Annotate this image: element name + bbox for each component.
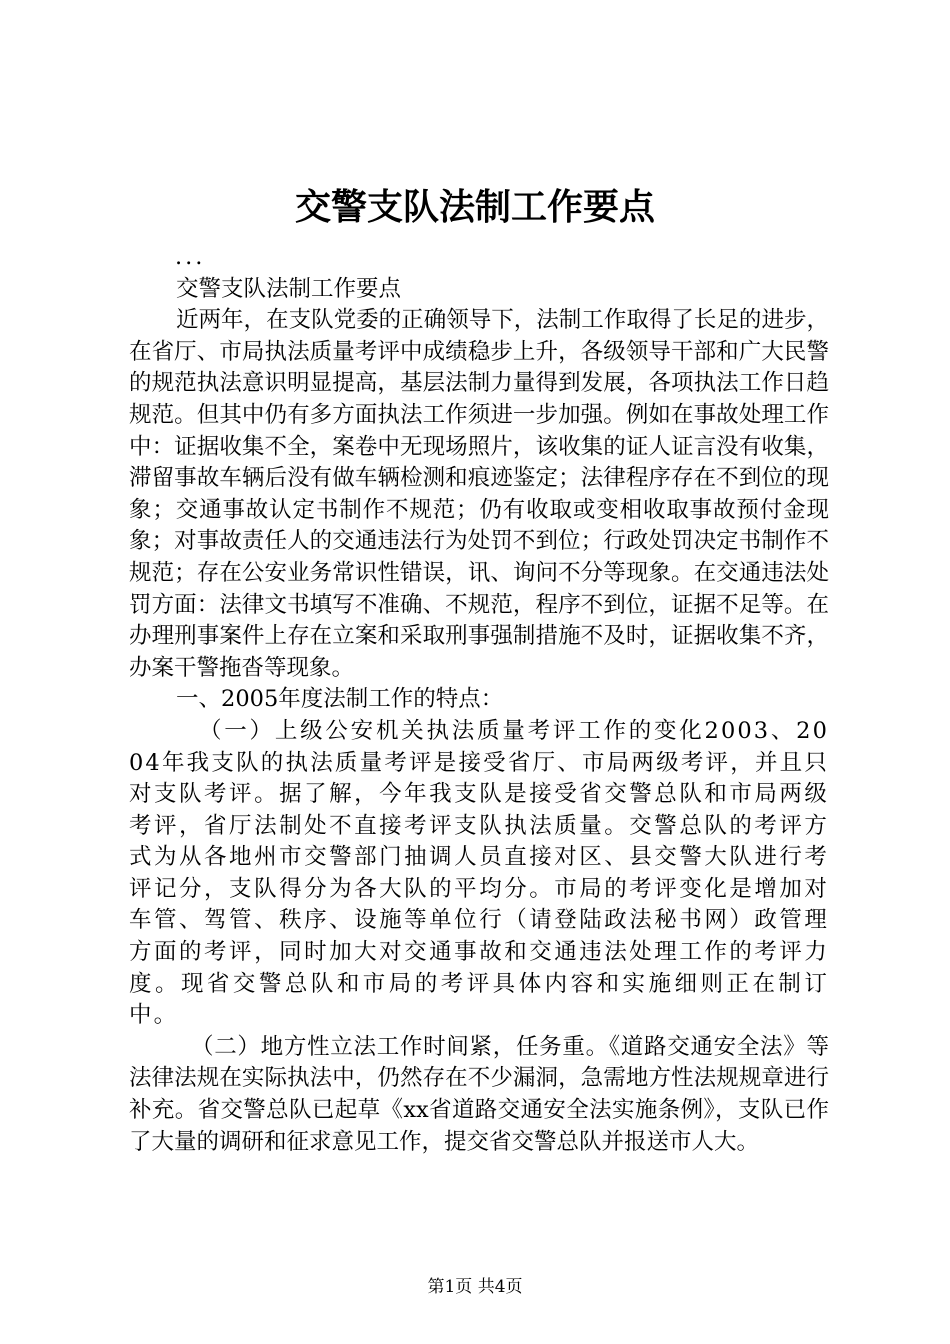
document-body bbox=[129, 242, 829, 1158]
paragraph-item-2: （二）地方性立法工作时间紧，任务重。《道路交通安全法》等法律法规在实际执法中，仍然存在不少漏洞，急需地方性法规规章进行补充。省交警总队已起草《xx省道路交通安全法实施条例》，支队已作了大量的调研和征求意见工作，提交省交警总队并报送市人大。 bbox=[129, 1033, 829, 1155]
document-subtitle: 交警支队法制工作要点 bbox=[176, 275, 402, 302]
paragraph-item-1: （一）上级公安机关执法质量考评工作的变化2003、2004年我支队的执法质量考评是接受省厅、市局两级考评，并且只对支队考评。据了解，今年我支队是接受省交警总队和市局两级考评，省厅法制处不直接考评支队执法质量。交警总队的考评方式为从各地州市交警部门抽调人员直接对区、县交警大队进行考评记分，支队得分为各大队的平均分。市局的考评变化是增加对车管、驾管、秩序、设施等单位行（请登陆政法秘书网）政管理方面的考评，同时加大对交通事故和交通违法处理工作的考评力度。现省交警总队和市局的考评具体内容和实施细则正在制订中。 bbox=[129, 717, 829, 1029]
page-footer: 第1页 共4页 bbox=[427, 1277, 523, 1297]
ellipsis-line: ... bbox=[175, 244, 206, 270]
document-title: 交警支队法制工作要点 bbox=[294, 186, 655, 228]
section-heading-1: 一、2005年度法制工作的特点： bbox=[176, 686, 504, 713]
paragraph-intro: 近两年，在支队党委的正确领导下，法制工作取得了长足的进步，在省厅、市局执法质量考评中成绩稳步上升，各级领导干部和广大民警的规范执法意识明显提高，基层法制力量得到发展，各项执法工作日趋规范。但其中仍有多方面执法工作须进一步加强。例如在事故处理工作中：证据收集不全，案卷中无现场照片，该收集的证人证言没有收集，滞留事故车辆后没有做车辆检测和痕迹鉴定；法律程序存在不到位的现象；交通事故认定书制作不规范；仍有收取或变相收取事故预付金现象；对事故责任人的交通违法行为处罚不到位；行政处罚决定书制作不规范；存在公安业务常识性错误，讯、询问不分等现象。在交通违法处罚方面：法律文书填写不准确、不规范，程序不到位，证据不足等。在办理刑事案件上存在立案和采取刑事强制措施不及时，证据收集不齐，办案干警拖沓等现象。 bbox=[129, 307, 829, 681]
